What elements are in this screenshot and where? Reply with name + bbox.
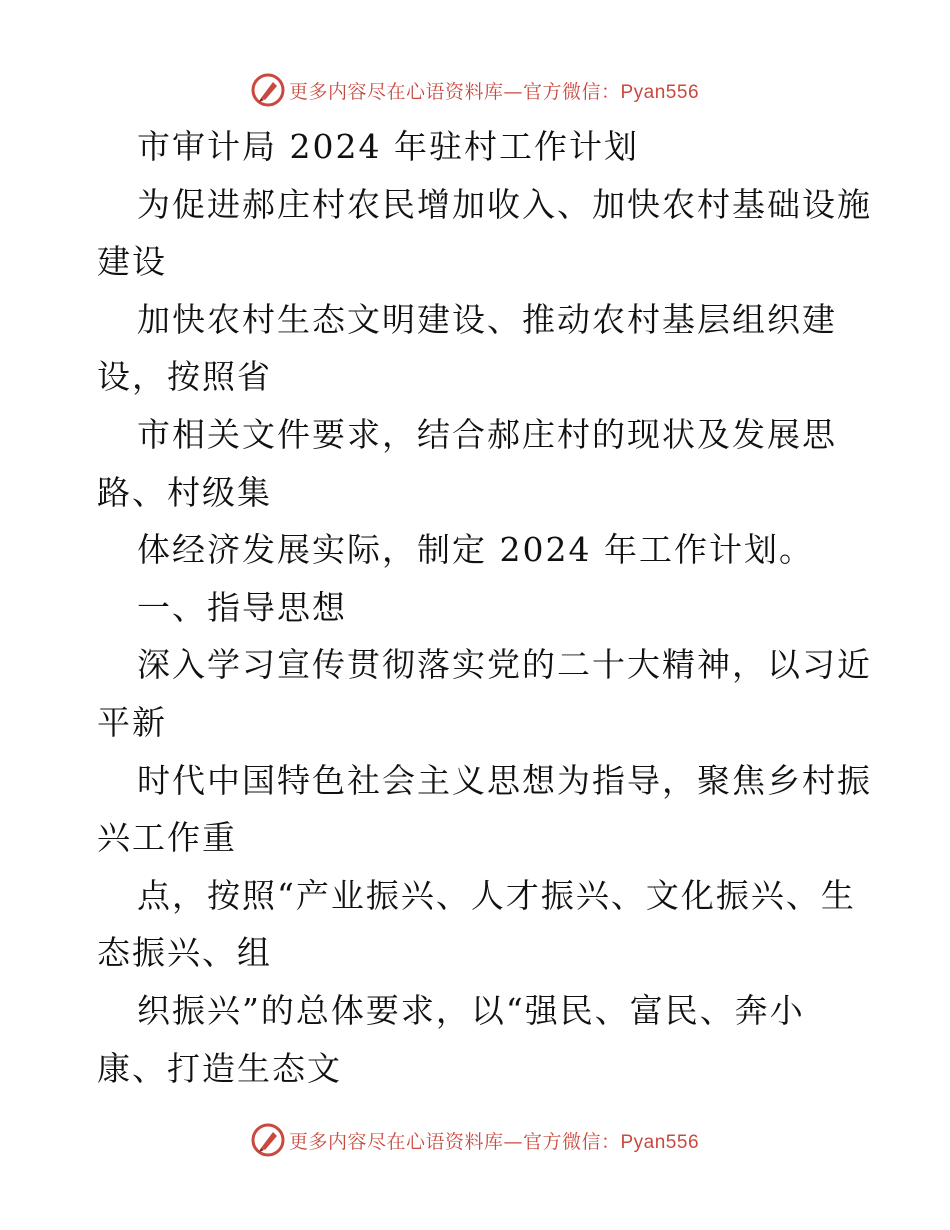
text-line: 设，按照省 xyxy=(97,357,272,397)
text-line: 兴工作重 xyxy=(97,818,237,858)
banner-text xyxy=(289,1127,699,1154)
text-line: 时代中国特色社会主义思想为指导，聚焦乡村振 xyxy=(137,760,872,800)
banner-label: 更多内容尽在心语资料库—官方微信： xyxy=(288,1130,621,1153)
pen-logo-icon xyxy=(251,73,285,107)
text-line: 市审计局 2024 年驻村工作计划 xyxy=(137,127,639,166)
text-line: 建设 xyxy=(97,242,167,282)
banner-wechat-id: Pyan556 xyxy=(620,1131,700,1153)
header-banner xyxy=(0,70,950,110)
text-line: 织振兴”的总体要求，以“强民、富民、奔小 xyxy=(137,990,805,1030)
text-line: 康、打造生态文 xyxy=(97,1048,342,1088)
banner-text xyxy=(289,77,699,104)
text-line: 态振兴、组 xyxy=(97,933,272,973)
text-line: 平新 xyxy=(97,702,167,742)
text-line: 深入学习宣传贯彻落实党的二十大精神，以习近 xyxy=(137,645,872,685)
banner-label: 更多内容尽在心语资料库—官方微信： xyxy=(288,80,621,103)
text-line: 路、村级集 xyxy=(97,472,272,512)
text-line: 体经济发展实际，制定 2024 年工作计划。 xyxy=(137,530,814,570)
footer-banner xyxy=(0,1120,950,1160)
document-body xyxy=(97,118,872,1097)
text-line: 加快农村生态文明建设、推动农村基层组织建 xyxy=(137,299,837,339)
banner-wechat-id: Pyan556 xyxy=(620,81,700,103)
text-line: 市相关文件要求，结合郝庄村的现状及发展思 xyxy=(137,414,837,454)
text-line: 为促进郝庄村农民增加收入、加快农村基础设施 xyxy=(137,184,872,224)
section-heading: 一、指导思想 xyxy=(137,587,347,627)
text-line: 点，按照“产业振兴、人才振兴、文化振兴、生 xyxy=(137,875,856,915)
pen-logo-icon xyxy=(251,1123,285,1157)
